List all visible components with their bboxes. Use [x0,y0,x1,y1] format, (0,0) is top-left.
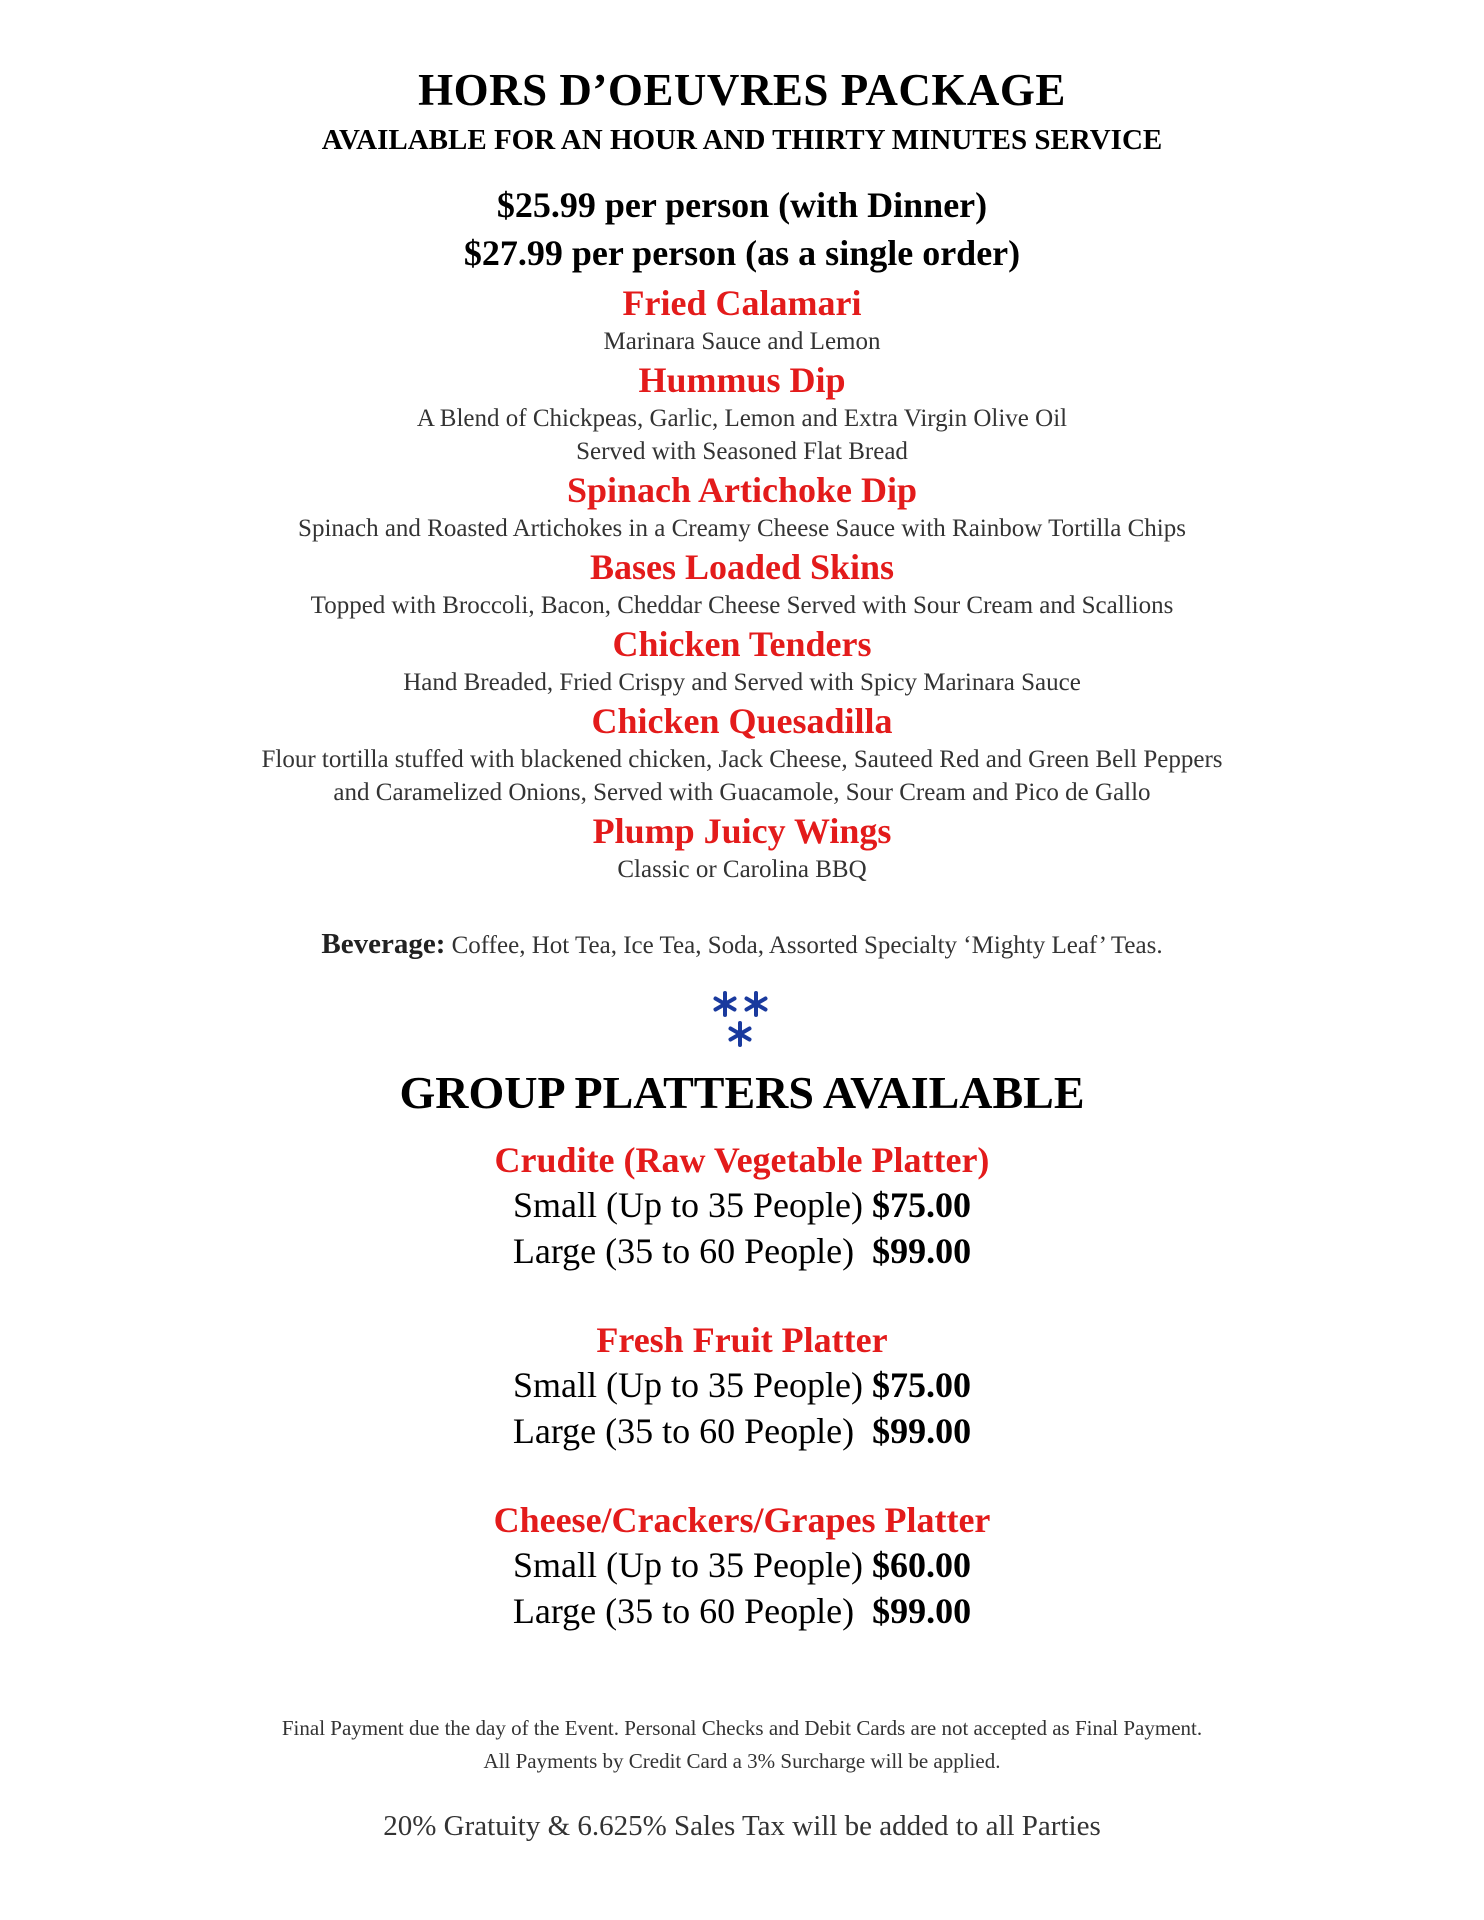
platter-size-small [0,1362,1484,1408]
size-price: $60.00 [871,1545,971,1585]
beverage-text: Coffee, Hot Tea, Ice Tea, Soda, Assorted Specialty ‘Mighty Leaf’ Teas. [445,932,1163,959]
price-with-dinner: $25.99 per person (with Dinner) [496,185,988,225]
menu-item [0,545,1484,622]
platter-name: Fresh Fruit Platter [596,1320,888,1360]
menu-item-description: Marinara Sauce and Lemon [603,328,881,355]
hors-doeuvres-list [0,281,1484,886]
menu-item-description: Served with Seasoned Flat Bread [576,438,908,465]
size-price: $75.00 [871,1365,971,1405]
menu-item [0,809,1484,886]
menu-item-description: Hand Breaded, Fried Crispy and Served with Spicy Marinara Sauce [403,669,1081,696]
menu-item-name: Hummus Dip [638,360,846,400]
size-price: $75.00 [871,1185,971,1225]
menu-item-name: Chicken Quesadilla [591,701,893,741]
gratuity-note: 20% Gratuity & 6.625% Sales Tax will be added to all Parties [383,1810,1101,1842]
platter-size-small [0,1182,1484,1228]
size-price: $99.00 [872,1411,972,1451]
size-label: Large (35 to 60 People) [512,1231,855,1271]
price-single-order: $27.99 per person (as a single order) [463,233,1021,273]
payment-note [0,1712,1484,1778]
menu-item-name: Spinach Artichoke Dip [566,470,918,510]
menu-item-name: Fried Calamari [622,283,862,323]
menu-item [0,468,1484,545]
size-label: Small (Up to 35 People) [513,1365,863,1405]
platter-item [0,1318,1484,1454]
size-label: Large (35 to 60 People) [512,1411,855,1451]
platter-size-large [0,1588,1484,1634]
beverage-label: Beverage: [321,928,446,960]
platter-size-small [0,1542,1484,1588]
menu-item [0,281,1484,358]
size-label: Small (Up to 35 People) [513,1545,863,1585]
menu-item [0,622,1484,699]
platter-size-large [0,1228,1484,1274]
menu-item-description: Spinach and Roasted Artichokes in a Creamy Cheese Sauce with Rainbow Tortilla Chips [298,515,1186,542]
menu-item-description: Topped with Broccoli, Bacon, Cheddar Cheese Served with Sour Cream and Scallions [310,592,1174,619]
size-label: Small (Up to 35 People) [513,1185,863,1225]
menu-item [0,358,1484,468]
platter-name: Cheese/Crackers/Grapes Platter [493,1500,991,1540]
menu-item-name: Bases Loaded Skins [589,547,895,587]
menu-item-name: Plump Juicy Wings [592,811,892,851]
group-platters-title: GROUP PLATTERS AVAILABLE [399,1067,1085,1118]
platter-size-large [0,1408,1484,1454]
payment-note-line: All Payments by Credit Card a 3% Surcharge will be applied. [483,1749,1001,1773]
size-price: $99.00 [872,1591,972,1631]
menu-item-description: Flour tortilla stuffed with blackened chicken, Jack Cheese, Sauteed Red and Green Bell Peppers [261,746,1223,773]
menu-item-name: Chicken Tenders [612,624,872,664]
platter-item [0,1138,1484,1274]
platter-list [0,1138,1484,1678]
platter-item [0,1498,1484,1634]
menu-item-description: and Caramelized Onions, Served with Guacamole, Sour Cream and Pico de Gallo [333,779,1151,806]
platter-name: Crudite (Raw Vegetable Platter) [494,1140,990,1180]
menu-item-description: A Blend of Chickpeas, Garlic, Lemon and Extra Virgin Olive Oil [416,405,1068,432]
beverage-line [0,928,1484,961]
asterisks-icon [706,988,776,1052]
size-label: Large (35 to 60 People) [512,1591,855,1631]
page-title: HORS D’OEUVRES PACKAGE [418,65,1066,115]
size-price: $99.00 [872,1231,972,1271]
menu-item-description: Classic or Carolina BBQ [617,856,867,883]
menu-item [0,699,1484,809]
payment-note-line: Final Payment due the day of the Event. Personal Checks and Debit Cards are not accepted as Final Payment. [281,1716,1203,1740]
page-subtitle: AVAILABLE FOR AN HOUR AND THIRTY MINUTES SERVICE [321,124,1163,156]
